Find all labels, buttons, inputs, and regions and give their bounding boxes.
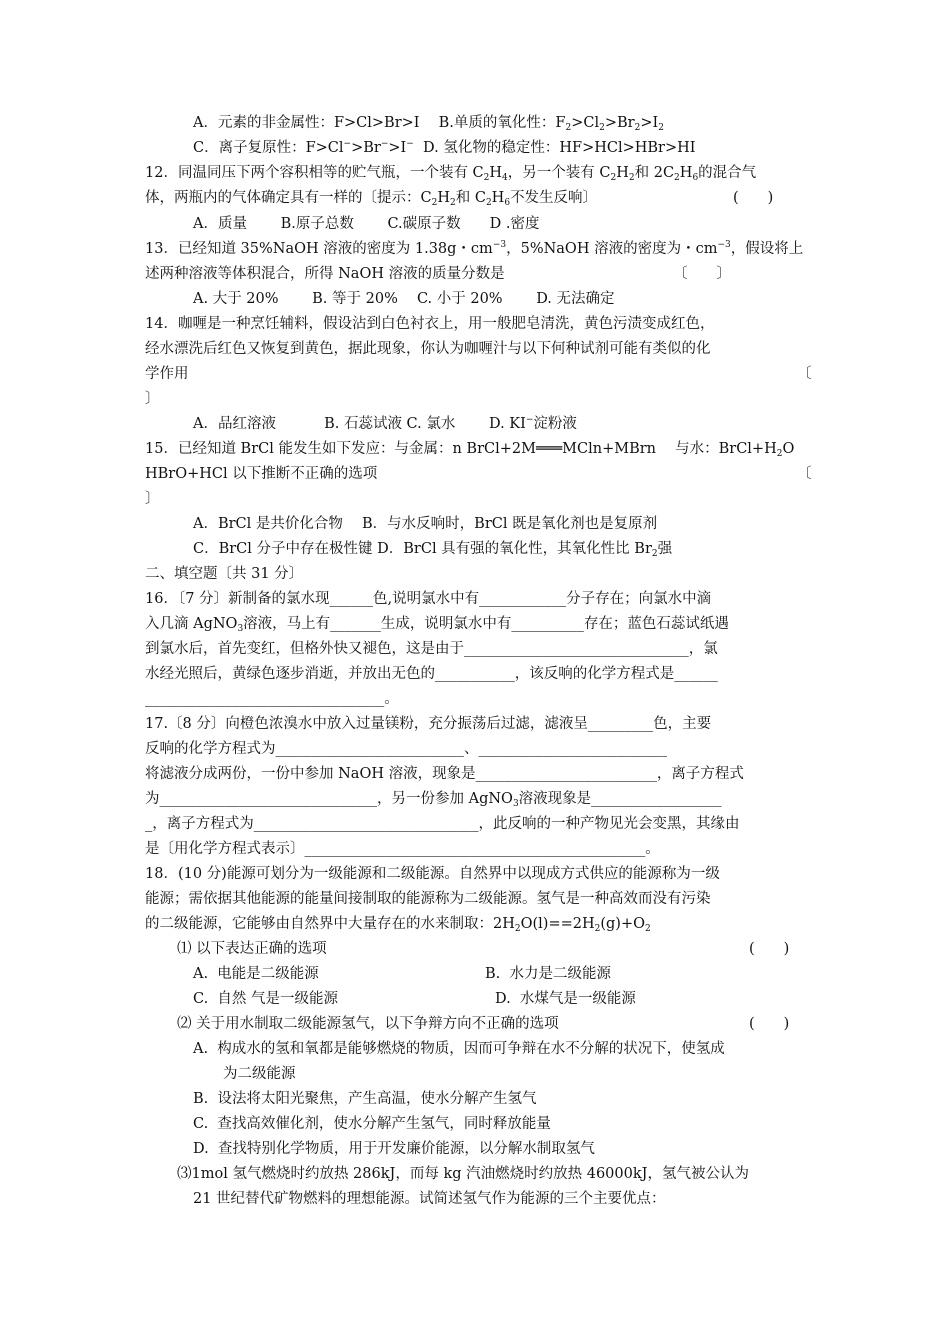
text-run: 是〔用化学方程式表示〕_______________________________________________。 [145, 841, 660, 857]
text-run: 将滤液分成两份，一份中参加 NaOH 溶液，现象是_________________________，离子方程式 [145, 766, 744, 782]
subscript: 2 [514, 924, 521, 934]
text-run: 反响的化学方程式为__________________________、__________________________ [145, 741, 667, 757]
text-line [145, 239, 803, 259]
subscript: 4 [502, 173, 508, 183]
text-line [145, 689, 399, 709]
text-line [193, 289, 615, 309]
text-line [193, 1114, 551, 1134]
superscript: − [406, 139, 414, 149]
text-run: D. 水煤气是一级能源 [495, 991, 636, 1007]
text-line [145, 839, 660, 859]
text-line [193, 1189, 666, 1209]
text-run: 体，两瓶内的气体确定具有一样的〔提示：C [145, 190, 432, 206]
text-run: H [491, 190, 505, 206]
text-run: A．BrCl 是共价化合物 B．与水反响时，BrCl 既是氧化剂也是复原剂 [193, 516, 658, 532]
text-run: _，离子方程式为_______________________________，此反响的一种产物见光会变黑，其缘由 [145, 816, 740, 832]
subscript: 2 [449, 198, 456, 208]
text-run: 和 C [455, 190, 486, 206]
text-line [193, 1089, 536, 1109]
text-line [193, 1039, 725, 1059]
text-line [145, 614, 729, 634]
subscript: 2 [599, 123, 605, 133]
text-run: >Br [604, 115, 635, 131]
subscript: 2 [645, 924, 651, 934]
subscript: 2 [634, 123, 641, 133]
text-run: _________________________________。 [145, 691, 399, 707]
text-run: ( ) [733, 190, 774, 206]
text-run: 到氯水后，首先变红，但格外快又褪色，这是由于_______________________________，氯 [145, 641, 718, 657]
text-run: A. 大于 20% B. 等于 20% C. 小于 20% D. 无法确定 [193, 291, 615, 307]
text-run: 溶液，马上有_______生成，说明氯水中有__________存在；蓝色石蕊试纸遇 [243, 616, 729, 632]
text-run: ( ) [749, 1016, 790, 1032]
text-line [145, 389, 160, 409]
superscript: − [525, 415, 534, 425]
text-run: 21 世纪替代矿物燃料的理想能源。试简述氢气作为能源的三个主要优点： [193, 1191, 666, 1207]
text-run: ，假设将上 [730, 241, 804, 257]
text-line [223, 1064, 296, 1084]
text-run: 〔 [797, 366, 812, 382]
text-line [733, 188, 773, 208]
text-line [193, 214, 539, 234]
subscript: 3 [237, 624, 244, 634]
text-line [193, 964, 319, 984]
text-run: 强 [657, 541, 673, 557]
text-run: ，5%NaOH 溶液的密度为・cm [506, 241, 718, 257]
text-line [193, 989, 338, 1009]
subscript: 6 [692, 173, 699, 183]
text-line [495, 989, 636, 1009]
text-run: 二、填空题〔共 31 分〕 [145, 566, 304, 582]
text-run: A. 构成水的氢和氧都是能够燃烧的物质，因而可争辩在水不分解的状况下，使氢成 [193, 1041, 725, 1057]
text-line [145, 714, 711, 734]
subscript: 2 [610, 173, 617, 183]
text-line [749, 939, 789, 959]
text-run: A．品红溶液 B. 石蕊试液 C. 氯水 D. KI [193, 416, 526, 432]
text-run: 17.〔8 分〕向橙色浓溴水中放入过量镁粉，充分振荡后过滤，滤液呈_________色，主要 [145, 716, 712, 732]
text-run: (g)+O [600, 916, 645, 932]
text-run: ⑵ 关于用水制取二级能源氢气，以下争辩方向不正确的选项 [177, 1016, 559, 1032]
text-run: 12．同温同压下两个容积相等的贮气瓶，一个装有 C [145, 165, 484, 181]
text-run: 不发生反响〕 [510, 190, 598, 206]
text-run: 溶液现象是__________________ [518, 791, 722, 807]
text-run: B. 设法将太阳光聚焦，产生高温，使水分解产生氢气 [193, 1091, 537, 1107]
text-run: >Cl [571, 115, 600, 131]
text-line [145, 664, 718, 684]
text-run: H [679, 165, 693, 181]
text-run: 15．已经知道 BrCl 能发生如下发应：与金属：n BrCl+2M═══MCln+MBrn 与水：BrCl+H [145, 441, 777, 457]
text-line [177, 939, 327, 959]
subscript: 2 [483, 173, 490, 183]
text-line [145, 163, 756, 183]
text-line [193, 1139, 595, 1159]
text-line [193, 113, 664, 133]
text-run: ( ) [749, 941, 790, 957]
text-run: O [782, 441, 795, 457]
text-run: 〕 [145, 491, 160, 507]
text-line [145, 914, 651, 934]
text-line [145, 188, 597, 208]
text-line [145, 314, 714, 334]
subscript: 2 [431, 198, 438, 208]
text-run: ，另一个装有 C [507, 165, 611, 181]
text-run: C. 自然 气是一级能源 [193, 991, 339, 1007]
text-run: 16．〔7 分〕新制备的氯水现______色,说明氯水中有____________分子存在；向氯水中滴 [145, 591, 712, 607]
subscript: 2 [628, 173, 635, 183]
text-line [177, 1014, 559, 1034]
text-line [145, 864, 720, 884]
subscript: 2 [565, 123, 572, 133]
subscript: 2 [594, 924, 601, 934]
text-run: O(l)==2H [520, 916, 595, 932]
text-line [145, 814, 740, 834]
text-run: 述两种溶液等体积混合，所得 NaOH 溶液的质量分数是 [145, 266, 505, 282]
text-run: 的混合气 [698, 165, 757, 181]
text-line [145, 739, 667, 759]
subscript: 2 [776, 449, 783, 459]
text-line [177, 1164, 749, 1184]
text-line [145, 489, 160, 509]
text-line [145, 339, 711, 359]
text-run: H [616, 165, 629, 181]
text-run: C．离子复原性：F>Cl [193, 140, 344, 156]
text-run: A．质量 B.原子总数 C.碳原子数 D .密度 [193, 216, 540, 232]
text-run: D. 氢化物的稳定性：HF>HCl>HBr>HI [413, 140, 696, 156]
text-run: 学作用 [145, 366, 189, 382]
text-line [485, 964, 611, 984]
text-line [145, 364, 189, 384]
text-line [145, 639, 718, 659]
text-run: ⑴ 以下表达正确的选项 [177, 941, 327, 957]
text-run: 能源；需依据其他能源的能量间接制取的能源称为二级能源。氢气是一种高效而没有污染 [145, 891, 711, 907]
text-run: B. 水力是二级能源 [485, 966, 611, 982]
text-run: >I [640, 115, 659, 131]
text-run: A．元素的非金属性：F>Cl>Br>I B.单质的氧化性：F [193, 115, 566, 131]
text-line [749, 1014, 789, 1034]
text-line [145, 789, 722, 809]
text-line [145, 439, 794, 459]
text-run: 13．已经知道 35%NaOH 溶液的密度为 1.38g・cm [145, 241, 493, 257]
text-line [193, 539, 672, 559]
text-run: 〔 [797, 466, 812, 482]
superscript: −3 [717, 240, 731, 250]
subscript: 2 [658, 123, 664, 133]
subscript: 6 [504, 198, 511, 208]
text-run: 的二级能源，它能够由自然界中大量存在的水来制取：2H [145, 916, 515, 932]
text-run: 14．咖喱是一种烹饪辅料，假设沾到白色衬衣上，用一般肥皂清洗，黄色污渍变成红色， [145, 316, 715, 332]
text-line [673, 264, 731, 284]
subscript: 2 [674, 173, 680, 183]
text-line [145, 464, 377, 484]
text-run: 入几滴 AgNO [145, 616, 238, 632]
text-run: 〔 〕 [673, 266, 731, 282]
text-run: H [437, 190, 450, 206]
text-line [797, 364, 812, 384]
text-run: 为二级能源 [223, 1066, 296, 1082]
text-run: 淀粉液 [533, 416, 577, 432]
subscript: 2 [651, 549, 658, 559]
text-run: >I [388, 140, 407, 156]
text-line [145, 264, 505, 284]
text-run: C．BrCl 分子中存在极性键 D．BrCl 具有强的氧化性，其氧化性比 Br [193, 541, 652, 557]
text-run: 经水漂洗后红色又恢复到黄色，据此现象，你认为咖喱汁与以下何种试剂可能有类似的化 [145, 341, 711, 357]
text-run: 和 2C [634, 165, 675, 181]
text-line [193, 414, 577, 434]
text-run: H [489, 165, 503, 181]
text-run: A. 电能是二级能源 [193, 966, 319, 982]
text-line [145, 764, 744, 784]
text-line [797, 464, 812, 484]
text-run: C. 查找高效催化剂，使水分解产生氢气，同时释放能量 [193, 1116, 551, 1132]
text-run: 为______________________________，另一份参加 AgNO [145, 791, 513, 807]
superscript: −3 [492, 240, 507, 250]
text-line [145, 564, 303, 584]
text-run: 18．(10 分)能源可划分为一级能源和二级能源。自然界中以现成方式供应的能源称为一级 [145, 866, 720, 882]
text-run: D. 查找特别化学物质，用于开发廉价能源，以分解水制取氢气 [193, 1141, 595, 1157]
text-run: ⑶1mol 氢气燃烧时约放热 286kJ，而每 kg 汽油燃烧时约放热 46000kJ，氢气被公认为 [177, 1166, 749, 1182]
superscript: − [380, 139, 389, 149]
text-run: 〕 [145, 391, 160, 407]
text-run: >Br [351, 140, 381, 156]
text-line [193, 138, 696, 158]
text-line [145, 889, 711, 909]
subscript: 3 [512, 799, 519, 809]
text-line [193, 514, 657, 534]
text-line [145, 589, 711, 609]
subscript: 2 [485, 198, 492, 208]
text-run: 水经光照后，黄绿色逐步消逝，并放出无色的___________，该反响的化学方程式是______ [145, 666, 718, 682]
text-run: HBrO+HCl 以下推断不正确的选项 [145, 466, 378, 482]
superscript: − [343, 139, 352, 149]
